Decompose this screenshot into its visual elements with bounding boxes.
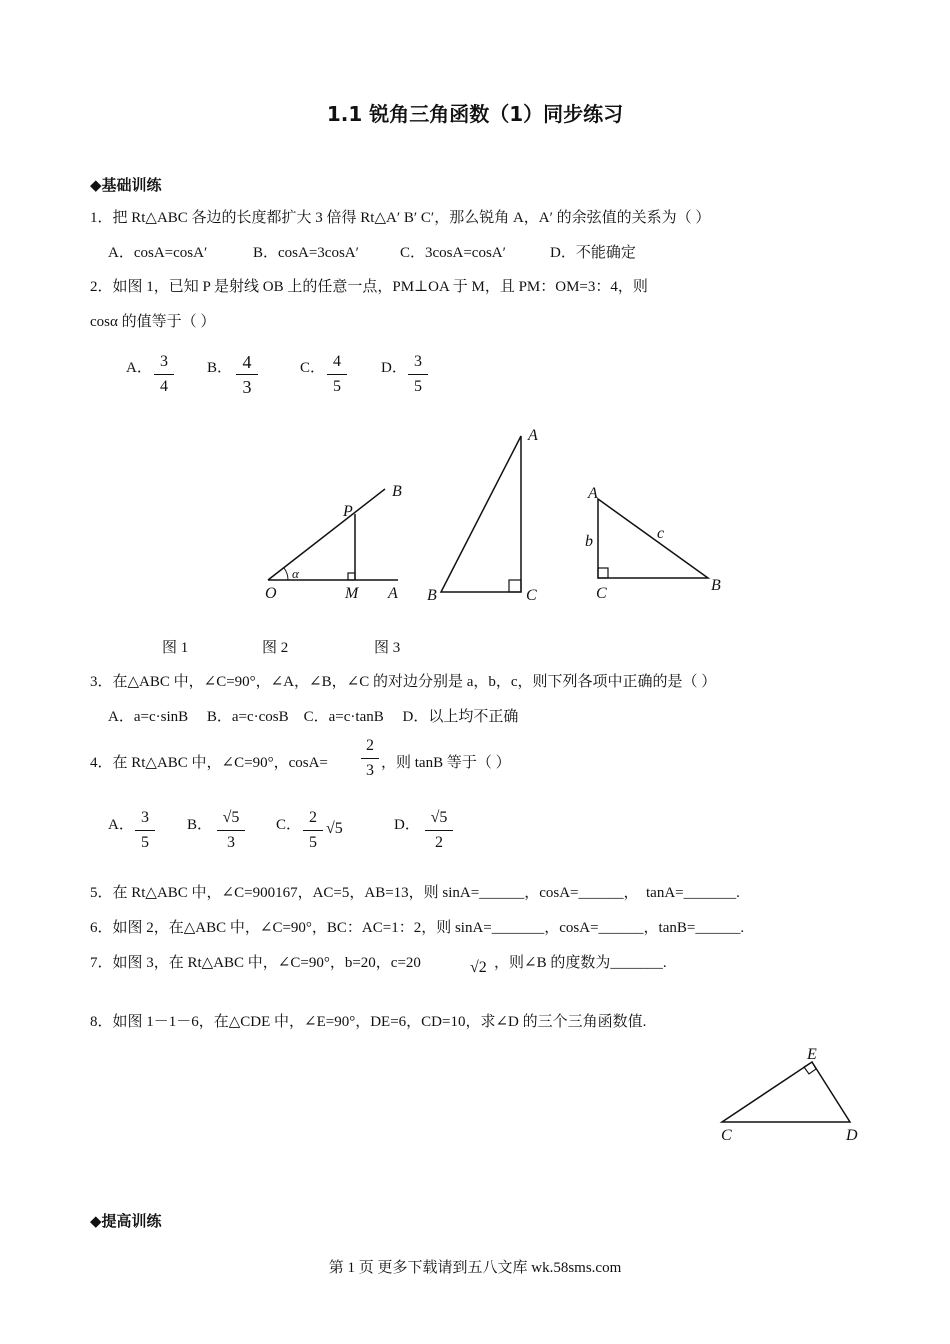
fig4-label-d: D: [846, 1127, 858, 1144]
q1-stem: 1．把 Rt△ABC 各边的长度都扩大 3 倍得 Rt△A′ B′ C′，那么锐角 A，A′ 的余弦值的关系为（ ）: [90, 210, 711, 226]
q7-post: ，则∠B 的度数为_______.: [494, 955, 667, 971]
q4-option-c-sqrt: √5: [326, 820, 343, 837]
fig1-label-m: M: [345, 585, 359, 602]
q1-option-a: A．cosA=cosA′: [108, 245, 208, 261]
q8: 8．如图 1－1－6，在△CDE 中，∠E=90°，DE=6，CD=10，求∠D 的三个三角函数值.: [90, 1014, 647, 1030]
figures-1-3: [0, 420, 950, 620]
denominator: 3: [366, 762, 374, 779]
q4-option-d: D．: [394, 817, 420, 833]
q2-option-d: D．: [381, 360, 407, 376]
q4-stem-post: ，则 tanB 等于（ ）: [381, 755, 511, 771]
q4-cos-fraction: [361, 736, 379, 781]
numerator: 4: [333, 353, 341, 370]
figure-1: [265, 483, 402, 602]
q2-option-b: B．: [207, 360, 233, 376]
denominator: 5: [333, 378, 341, 395]
fig1-caption: 图 1: [162, 640, 189, 656]
page-footer: 第 1 页 更多下载请到五八文库 wk.58sms.com: [328, 1260, 622, 1276]
denominator: 5: [141, 834, 149, 851]
denominator: 3: [242, 377, 252, 397]
q4-option-a: A．: [108, 817, 134, 833]
q6: 6．如图 2，在△ABC 中，∠C=90°，BC：AC=1：2，则 sinA=_______，cosA=______，tanB=______.: [90, 920, 745, 936]
fig4-label-e: E: [807, 1046, 817, 1063]
q1-option-c: C．3cosA=cosA′: [400, 245, 506, 261]
figure-2: [427, 427, 538, 604]
q2-option-a: A．: [126, 360, 152, 376]
fig3-label-side-b: b: [585, 533, 593, 550]
fig3-label-b: B: [711, 577, 721, 594]
section-advanced: ◆提高训练: [90, 1212, 162, 1230]
q4-option-c-fraction: [303, 808, 323, 853]
fig1-label-p: P: [343, 503, 353, 520]
q5: 5．在 Rt△ABC 中，∠C=900167，AC=5，AB=13，则 sinA=______，cosA=______， tanA=_______.: [90, 885, 740, 901]
fig3-label-side-c: c: [657, 525, 665, 542]
denominator: 3: [227, 834, 235, 851]
q4-stem-pre: 4．在 Rt△ABC 中，∠C=90°，cosA=: [90, 755, 328, 771]
fig4-label-c: C: [721, 1127, 732, 1144]
figure-cde: [700, 1040, 880, 1150]
numerator: 3: [141, 809, 149, 826]
numerator: 4: [242, 352, 252, 372]
q4-option-c: C．: [276, 817, 302, 833]
fig3-label-c: C: [596, 585, 607, 602]
fig1-label-o: O: [265, 585, 277, 602]
q2-option-a-fraction: [154, 352, 174, 397]
q3-stem: 3．在△ABC 中，∠C=90°，∠A，∠B，∠C 的对边分别是 a，b，c，则下列各项中正确的是（ ）: [90, 674, 717, 690]
q2-stem-line1: 2．如图 1，已知 P 是射线 OB 上的任意一点，PM⊥OA 于 M，且 PM：OM=3：4，则: [90, 279, 648, 295]
q2-option-d-fraction: [408, 352, 428, 397]
fig1-label-b: B: [392, 483, 402, 500]
denominator: 2: [435, 834, 443, 851]
q2-option-c-fraction: [327, 352, 347, 397]
denominator: 5: [414, 378, 422, 395]
section-basic: ◆基础训练: [90, 176, 162, 194]
fig1-label-alpha: α: [292, 566, 299, 581]
fig2-label-a: A: [528, 427, 538, 444]
denominator: 4: [160, 378, 168, 395]
figure-3: [585, 485, 721, 602]
q7-sqrt: √2: [470, 959, 487, 976]
q4-option-d-fraction: [425, 808, 453, 853]
fig3-label-a: A: [588, 485, 598, 502]
fig3-caption: 图 3: [374, 640, 401, 656]
fig2-label-c: C: [526, 587, 537, 604]
numerator: 3: [160, 353, 168, 370]
q4-option-a-fraction: [135, 808, 155, 853]
fig1-label-a: A: [388, 585, 398, 602]
q2-stem-line2: cosα 的值等于（ ）: [90, 314, 216, 330]
page-title: 1.1 锐角三角函数（1）同步练习: [326, 102, 624, 126]
numerator: 2: [366, 737, 374, 754]
numerator: 3: [414, 353, 422, 370]
numerator: 2: [309, 809, 317, 826]
q1-option-b: B．cosA=3cosA′: [253, 245, 359, 261]
numerator: √5: [222, 809, 240, 826]
q3-options: A．a=c·sinB B．a=c·cosB C．a=c·tanB D．以上均不正确: [108, 709, 519, 725]
q2-option-b-fraction: [236, 352, 258, 397]
q7-pre: 7．如图 3，在 Rt△ABC 中，∠C=90°，b=20，c=20: [90, 955, 421, 971]
q4-option-b: B．: [187, 817, 213, 833]
q2-option-c: C．: [300, 360, 326, 376]
q4-option-b-fraction: [217, 808, 245, 853]
denominator: 5: [309, 834, 317, 851]
numerator: √5: [430, 809, 448, 826]
q1-option-d: D．不能确定: [550, 245, 636, 261]
fig2-caption: 图 2: [262, 640, 289, 656]
fig2-label-b: B: [427, 587, 437, 604]
